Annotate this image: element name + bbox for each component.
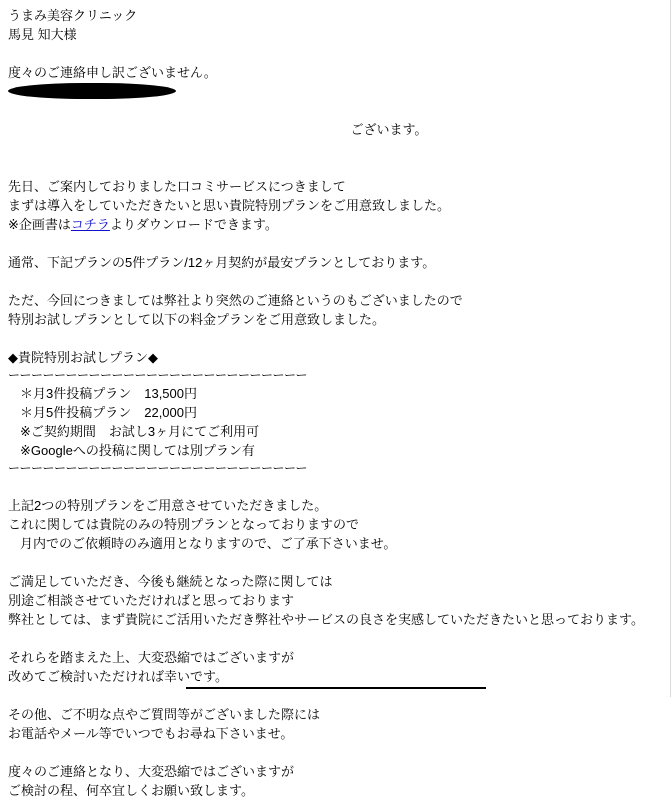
spacer	[8, 329, 663, 348]
request-line-1: それらを踏まえた上、大変恐縮ではございますが	[8, 650, 295, 665]
explanation-line-3: 月内でのご依頼時のみ適用となりますので、ご了承下さいませ。	[20, 536, 397, 551]
contact-line-2: お電話やメール等でいつでもお尋ね下さいませ。	[8, 726, 294, 741]
explanation-line-2: これに関しては貴院のみの特別プランとなっておりますので	[8, 517, 360, 532]
spacer	[8, 44, 663, 63]
spacer	[8, 629, 663, 648]
closing-line-1: 度々のご連絡となり、大変恐縮ではございますが	[8, 764, 295, 779]
plan-item: ＊月5件投稿プラン 22,000円	[20, 405, 197, 420]
plan-title: ◆貴院特別お試しプラン◆	[8, 350, 158, 365]
satisfaction-line-3: 弊社としては、まず貴院にご活用いただき弊社やサービスの良さを実感していただきたいと思っております。	[8, 612, 644, 627]
standard-plan-note: 通常、下記プランの5件プラン/12ヶ月契約が最安プランとしております。	[8, 255, 436, 270]
plan-divider-bottom: ーーーーーーーーーーーーーーーーーーーーーーーーーー	[8, 461, 308, 475]
signature-divider	[186, 687, 486, 689]
intro-line-2: まずは導入をしていただきたいと思い貴院特別プランをご用意致しました。	[8, 198, 451, 213]
spacer	[8, 553, 663, 572]
spacer	[8, 477, 663, 496]
explanation-line-1: 上記2つの特別プランをご用意させていただきました。	[8, 498, 328, 513]
satisfaction-line-2: 別途ご相談させていただければと思っております	[8, 593, 295, 608]
plan-item: ※ご契約期間 お試し3ヶ月にてご利用可	[20, 424, 260, 439]
apology-line: 度々のご連絡申し訳ございません。	[8, 65, 217, 80]
recipient-name: 馬見 知大様	[8, 27, 77, 42]
closing-line-2: ご検討の程、何卒宜しくお願い致します。	[8, 783, 254, 798]
request-line-2: 改めてご検討いただければ幸いです。	[8, 669, 228, 684]
plan-divider-top: ーーーーーーーーーーーーーーーーーーーーーーーーーー	[8, 368, 308, 382]
proposal-download-link[interactable]: コチラ	[70, 217, 110, 232]
clinic-name: うまみ美容クリニック	[8, 8, 138, 23]
reason-line-2: 特別お試しプランとして以下の料金プランをご用意致しました。	[8, 312, 386, 327]
proposal-suffix: よりダウンロードできます。	[109, 217, 278, 232]
plan-item: ※Googleへの投稿に関しては別プラン有	[20, 443, 255, 458]
proposal-download-line	[8, 215, 663, 234]
spacer	[8, 158, 663, 177]
spacer	[8, 743, 663, 762]
reason-line-1: ただ、今回につきましては弊社より突然のご連絡というのもございましたので	[8, 293, 463, 308]
redaction-bar	[8, 83, 176, 99]
satisfaction-line-1: ご満足していただき、今後も継続となった際に関しては	[8, 574, 333, 589]
redacted-greeting-line	[8, 82, 663, 158]
contact-line-1: その他、ご不明な点やご質問等がございました際には	[8, 707, 321, 722]
proposal-prefix: ※企画書は	[8, 217, 71, 232]
spacer	[8, 272, 663, 291]
plan-item: ＊月3件投稿プラン 13,500円	[20, 386, 197, 401]
greeting-visible-tail: ございます。	[350, 122, 428, 137]
intro-line-1: 先日、ご案内しておりました口コミサービスにつきまして	[8, 179, 346, 194]
spacer	[8, 234, 663, 253]
